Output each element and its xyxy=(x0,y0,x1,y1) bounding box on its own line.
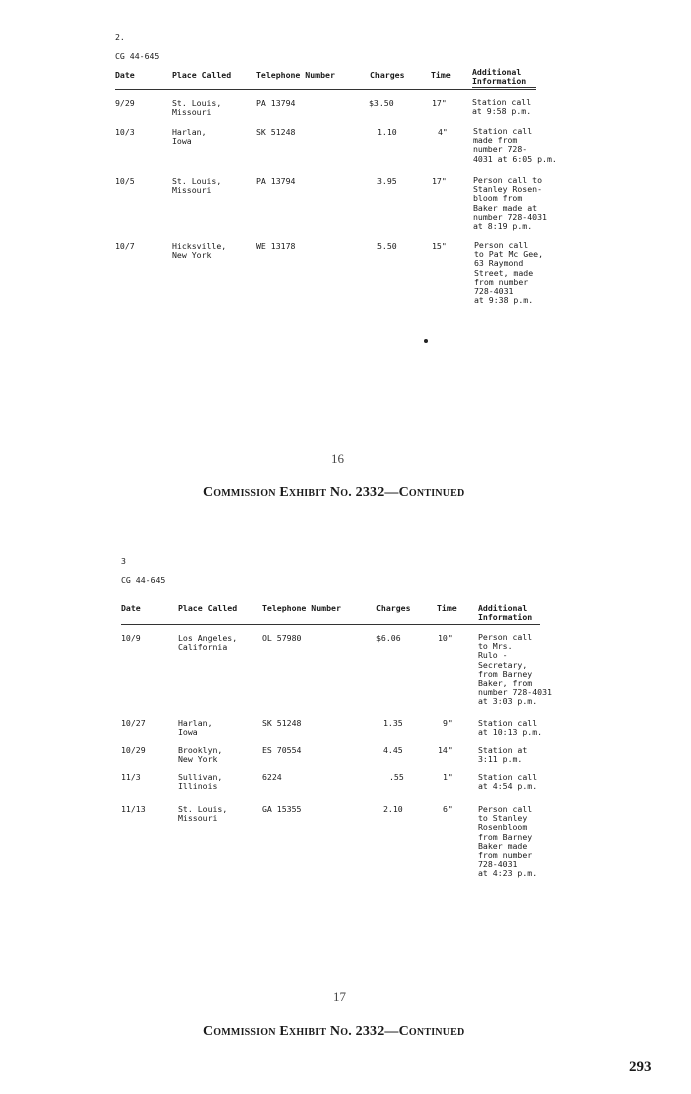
row-charges: 1.10 xyxy=(377,127,397,137)
row-date: 10/29 xyxy=(121,745,146,755)
page-number: 2. xyxy=(115,32,125,42)
header-date: Date xyxy=(115,70,135,80)
row-info: Person call to Stanley Rosenbloom from Barney Baker made from number 728-4031 at 4:23 p.m. xyxy=(478,804,538,879)
row-time: 4" xyxy=(438,127,448,137)
file-number: CG 44-645 xyxy=(121,575,166,585)
header-rule xyxy=(121,624,540,625)
row-phone: SK 51248 xyxy=(262,718,302,728)
row-time: 17" xyxy=(432,176,447,186)
row-info: Station call at 10:13 p.m. xyxy=(478,718,543,738)
exhibit-caption: Commission Exhibit No. 2332—Continued xyxy=(203,485,465,500)
row-time: 15" xyxy=(432,241,447,251)
row-date: 9/29 xyxy=(115,98,135,108)
row-phone: OL 57980 xyxy=(262,633,302,643)
row-place: St. Louis, Missouri xyxy=(172,176,222,196)
row-date: 10/3 xyxy=(115,127,135,137)
header-place: Place Called xyxy=(178,603,238,613)
header-phone: Telephone Number xyxy=(256,70,335,80)
header-date: Date xyxy=(121,603,141,613)
row-time: 1" xyxy=(443,772,453,782)
row-phone: SK 51248 xyxy=(256,127,296,137)
row-date: 10/9 xyxy=(121,633,141,643)
row-place: Sullivan, Illinois xyxy=(178,772,223,792)
row-info: Station call at 4:54 p.m. xyxy=(478,772,538,792)
row-time: 10" xyxy=(438,633,453,643)
row-date: 11/13 xyxy=(121,804,146,814)
header-rule xyxy=(115,89,536,90)
stray-mark xyxy=(424,339,428,343)
row-time: 6" xyxy=(443,804,453,814)
row-charges: $3.50 xyxy=(369,98,394,108)
row-charges: 3.95 xyxy=(377,176,397,186)
folio-page-number: 293 xyxy=(629,1059,652,1075)
header-info: Additional Information xyxy=(472,67,527,87)
header-time: Time xyxy=(431,70,451,80)
handwritten-page-number: 16 xyxy=(331,451,344,466)
file-number: CG 44-645 xyxy=(115,51,160,61)
header-phone: Telephone Number xyxy=(262,603,341,613)
row-time: 9" xyxy=(443,718,453,728)
row-info: Station call at 9:58 p.m. xyxy=(472,97,532,117)
row-place: Harlan, Iowa xyxy=(178,718,213,738)
header-time: Time xyxy=(437,603,457,613)
row-time: 14" xyxy=(438,745,453,755)
row-info: Person call to Stanley Rosen- bloom from Baker made at number 728-4031 at 8:19 p.m. xyxy=(473,175,547,232)
row-place: Harlan, Iowa xyxy=(172,127,207,147)
row-place: St. Louis, Missouri xyxy=(178,804,228,824)
row-charges: 4.45 xyxy=(383,745,403,755)
row-date: 10/27 xyxy=(121,718,146,728)
row-phone: PA 13794 xyxy=(256,98,296,108)
row-charges: 1.35 xyxy=(383,718,403,728)
header-info-underline xyxy=(472,87,536,88)
row-phone: WE 13178 xyxy=(256,241,296,251)
header-info: Additional Information xyxy=(478,603,533,623)
row-charges: 2.10 xyxy=(383,804,403,814)
row-charges: 5.50 xyxy=(377,241,397,251)
row-phone: ES 70554 xyxy=(262,745,302,755)
row-date: 10/5 xyxy=(115,176,135,186)
row-phone: PA 13794 xyxy=(256,176,296,186)
row-charges: $6.06 xyxy=(376,633,401,643)
row-phone: 6224 xyxy=(262,772,282,782)
header-charges: Charges xyxy=(376,603,411,613)
header-place: Place Called xyxy=(172,70,232,80)
row-date: 11/3 xyxy=(121,772,141,782)
row-place: Brooklyn, New York xyxy=(178,745,223,765)
header-charges: Charges xyxy=(370,70,405,80)
row-place: Los Angeles, California xyxy=(178,633,238,653)
exhibit-caption: Commission Exhibit No. 2332—Continued xyxy=(203,1024,465,1039)
row-info: Station at 3:11 p.m. xyxy=(478,745,528,765)
handwritten-page-number: 17 xyxy=(333,989,346,1004)
row-date: 10/7 xyxy=(115,241,135,251)
row-phone: GA 15355 xyxy=(262,804,302,814)
row-place: St. Louis, Missouri xyxy=(172,98,222,118)
row-charges: .55 xyxy=(389,772,404,782)
row-info: Person call to Mrs. Rulo - Secretary, from Barney Baker, from number 728-4031 at 3:03 p.m. xyxy=(478,632,552,707)
row-info: Station call made from number 728- 4031 at 6:05 p.m. xyxy=(473,126,557,164)
row-info: Person call to Pat Mc Gee, 63 Raymond Street, made from number 728-4031 at 9:38 p.m. xyxy=(474,240,544,306)
page-number: 3 xyxy=(121,556,126,566)
row-place: Hicksville, New York xyxy=(172,241,227,261)
row-time: 17" xyxy=(432,98,447,108)
